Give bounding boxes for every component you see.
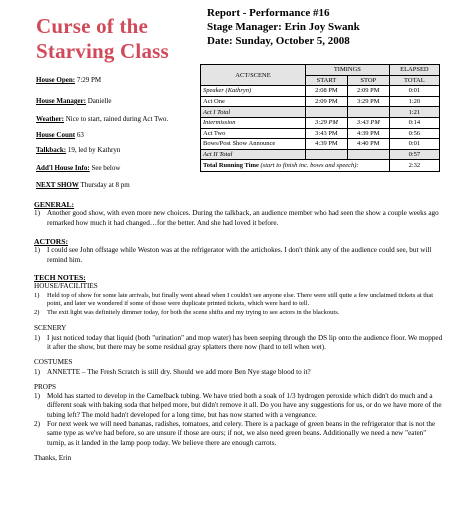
table-header-row [201,65,440,76]
report-date: Date: Sunday, October 5, 2008 [207,35,350,47]
show-logo [36,14,169,64]
info-house-count: House Count 63 [36,131,84,139]
col-start: START [306,75,348,86]
table-row: Act Two 3:43 PM 4:39 PM 0:56 [201,128,440,139]
scenery-heading: SCENERY [34,324,67,333]
actors-section [34,237,444,265]
list-item: 1) Another good show, with even more new choices. During the talkback, an audience member who had seen the show a couple weeks ago remarked how much it had changed…for the better. And she had loved it before. [34,209,439,227]
table-row: Speaker (Kathryn) 2:08 PM 2:09 PM 0:01 [201,86,440,97]
list-item: 1) Held top of show for some late arrivals, but finally went ahead when I couldn't see anyone else. There were still quite a few unclaimed tickets at that point, and later we wondered if some of those were duplicate printed tickets, which were hard to tell. [34,291,434,308]
stage-manager: Stage Manager: Erin Joy Swank [207,21,360,33]
col-total: TOTAL [389,75,439,86]
table-row: Intermission 3:29 PM 3:43 PM 0:14 [201,117,440,128]
table-row: Act I Total 1:21 [201,107,440,118]
col-stop: STOP [347,75,389,86]
running-total-row: Total Running Time (start to finish inc. bows and speech): 2:32 [201,160,440,172]
list-item: 2) The exit light was definitely dimmer today, for both the scene shifts and my trying to see actors in the blackouts. [34,308,340,316]
info-house-addl: Add'l House Info: See below [36,164,121,172]
list-item: 1) I could see John offstage while Weston was at the refrigerator with the artichokes. I don't think any of the audience could see, but will remind him. [34,246,432,264]
house-facilities-heading: HOUSE/FACILITIES [34,282,98,291]
list-item: 1) ANNETTE – The Fresh Scratch is still dry. Should we add more Ben Nye stage blood to it? [34,367,311,376]
logo-line-1: Curse of the [36,14,149,38]
timings-table [200,64,440,172]
list-item: 1) Mold has started to develop in the Camelback tubing. We have tried both a soak of 1/3 hydrogen peroxide which didn't do much and a different soak with baking soda that helped more, but didn't remove it all. Do you have any suggestions for us, or do we have more of the tubing left? The mold hadn't developed for a long time, but has now started with a vengeance. [34,392,442,419]
list-item: 2) For next week we will need bananas, radishes, tomatoes, and celery. There is a package of green beans in the refrigerator that is not the same type as we've had before, so are unsure if those are ours; if not, we also need green beans. Additionally we need a new "eaten" turnip, as it landed in the lamp poop today. We believe there are enough carrots. [34,420,436,447]
info-weather: Weather: Nice to start, rained during Act Two. [36,115,169,123]
costumes-heading: COSTUMES [34,358,73,367]
col-elapsed: ELAPSED [389,65,439,76]
tech-notes-heading: TECH NOTES: [34,273,86,282]
col-act-scene: ACT/SCENE [201,65,306,86]
props-heading: PROPS [34,382,56,391]
table-row: Act II Total 0:57 [201,149,440,160]
info-next-show: NEXT SHOW Thursday at 8 pm [36,181,130,189]
actors-heading: ACTORS: [34,237,69,246]
info-house-open: House Open: 7:29 PM [36,76,102,84]
tech-notes-section [34,273,444,463]
report-title: Report - Performance #16 [207,7,330,19]
col-timings: TIMINGS [306,65,390,76]
signoff: Thanks, Erin [34,453,72,462]
logo-line-2: Starving Class [36,39,169,63]
table-row: Bows/Post Show Announce 4:39 PM 4:40 PM 0:01 [201,139,440,150]
list-item: 1) I just noticed today that liquid (both "urination" and mop water) has been seeping through the DS lip onto the audience floor. We mopped it after the show, but there may be some residual gray splatters there now (hard to tell when wet). [34,333,443,351]
info-talkback: Talkback: 19, led by Kathryn [36,146,121,154]
info-house-manager: House Manager: Danielle [36,97,112,105]
general-heading: GENERAL: [34,200,75,209]
general-section [34,200,444,228]
report-header [207,6,360,48]
table-row: Act One 2:09 PM 3:29 PM 1:20 [201,96,440,107]
